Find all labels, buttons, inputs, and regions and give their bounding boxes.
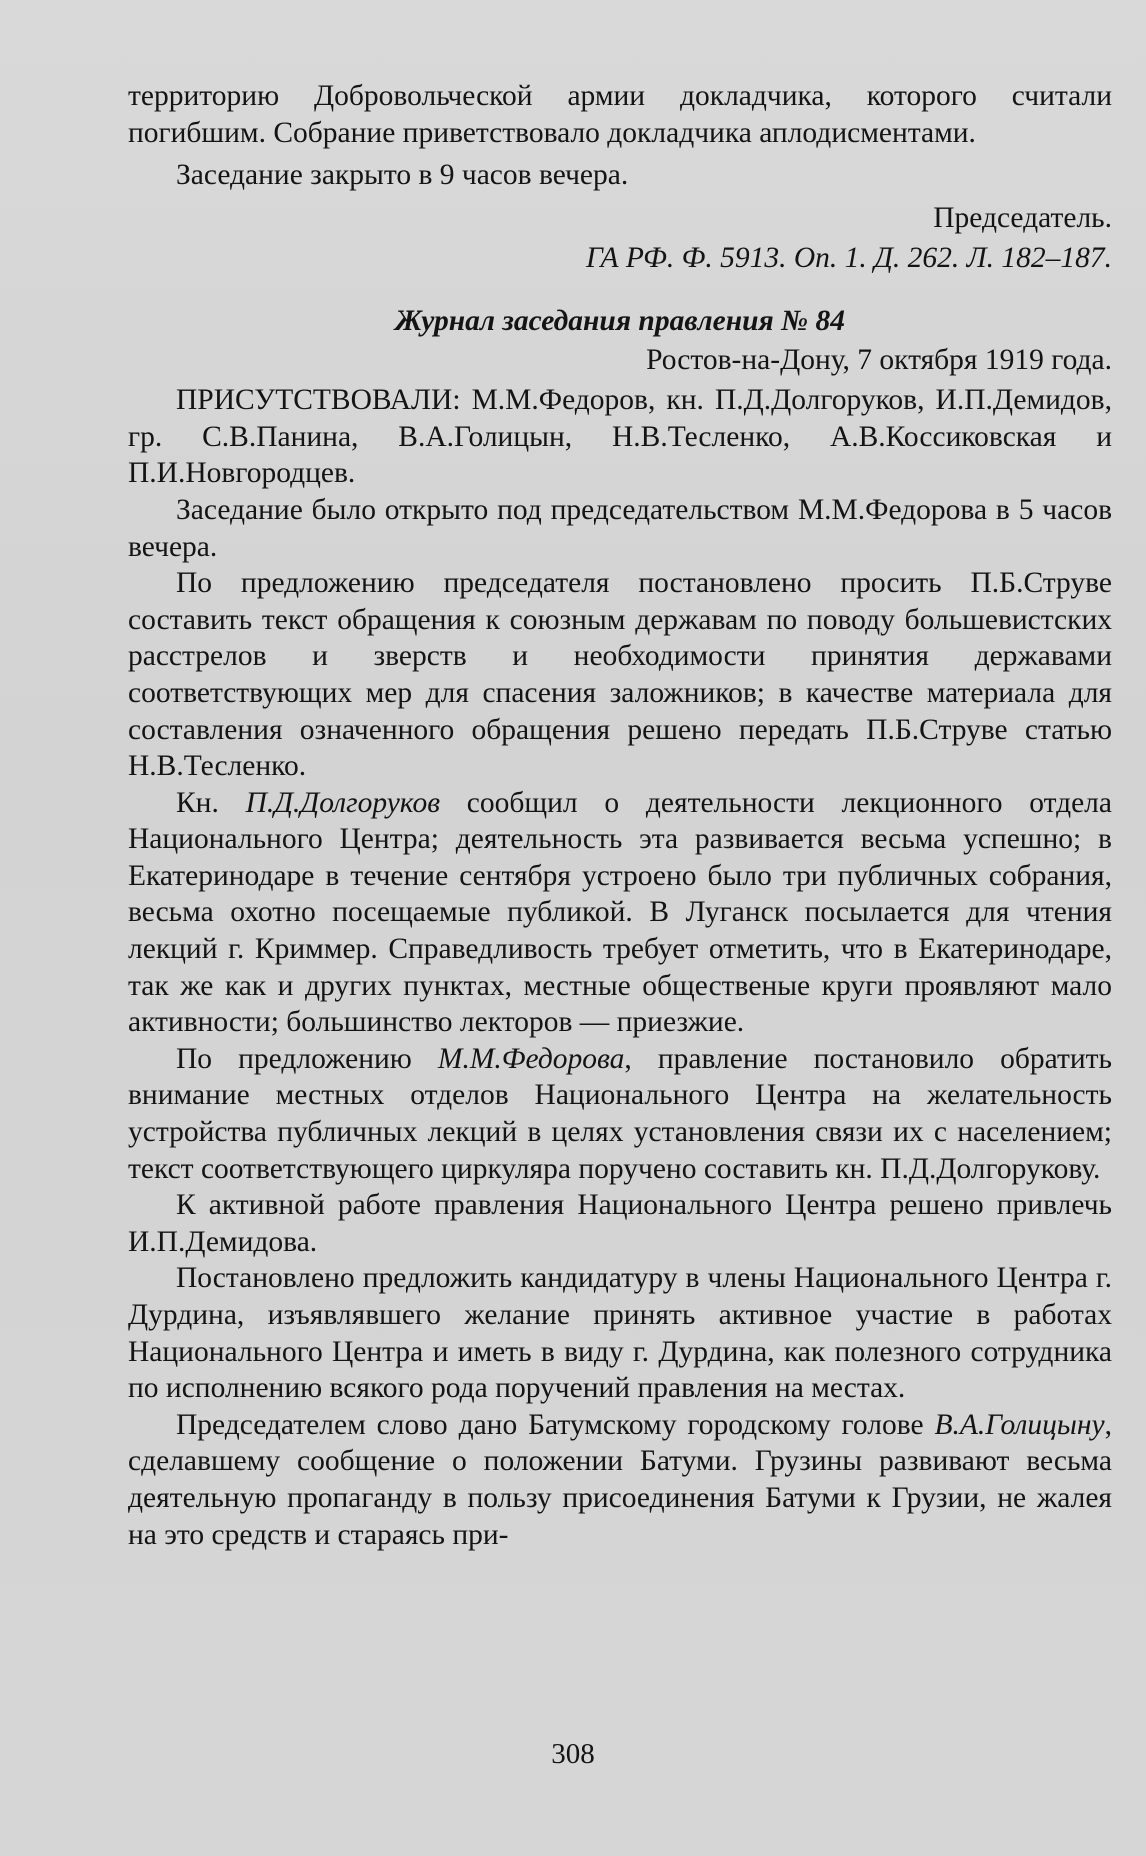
signature: Председатель. — [933, 201, 1112, 234]
paragraph-demidov: К активной работе правления Национального Центра решено привлечь И.П.Демидова. — [128, 1189, 1112, 1258]
text-segment: По предложению — [176, 1042, 438, 1075]
paragraph-fedorov — [128, 1041, 1112, 1187]
person-name: М.М.Федорова — [437, 1042, 625, 1075]
paragraph-dolgorukov — [128, 785, 1112, 1041]
paragraph-batumi — [128, 1407, 1112, 1553]
person-name: П.Д.Долгоруков — [245, 786, 441, 819]
text-segment: сообщил о деятельности лекционного отдела Национального Центра; деятельность эта развивается весьма успешно; в Екатеринодаре в течение сентября устроено было три публичных собрания, весьма охотно посещаемые публикой. В Луганск посылается для чтения лекций г. Криммер. Справедливость требует отметить, что в Екатеринодаре, так же как и других пунктах, местные общественые круги проявляют мало активности; большинство лекторов — приезжие. — [128, 786, 1112, 1039]
text-segment: , сделавшему сообщение о положении Батуми. Грузины развивают весьма деятельную пропаганду в пользу присоединения Батуми к Грузии, не жалея на это средств и стараясь при- — [128, 1408, 1112, 1551]
page-number: 308 — [551, 1738, 595, 1770]
dateline: Ростов-на-Дону, 7 октября 1919 года. — [646, 343, 1112, 376]
text-segment: Председателем слово дано Батумскому городскому голове — [176, 1408, 935, 1441]
text-segment: , правление постановило обратить внимание местных отделов Национального Центра на желательность устройства публичных лекций в целях установления связи их с населением; текст соответствующего циркуляра поручено составить кн. П.Д.Долгорукову. — [128, 1042, 1112, 1185]
paragraph-attendees: ПРИСУТСТВОВАЛИ: М.М.Федоров, кн. П.Д.Долгоруков, И.П.Демидов, гр. С.В.Панина, В.А.Голицын, Н.В.Тесленко, А.В.Коссиковская и П.И.Новгородцев. — [128, 384, 1112, 490]
archive-reference: ГА РФ. Ф. 5913. Оп. 1. Д. 262. Л. 182–187. — [585, 242, 1112, 275]
paragraph-struve: По предложению председателя постановлено просить П.Б.Струве составить текст обращения к союзным державам по поводу большевистских расстрелов и зверств и необходимости принятия державами соответствующих мер для спасения заложников; в качестве материала для составления означенного обращения решено передать П.Б.Струве статью Н.В.Тесленко. — [128, 567, 1112, 783]
paragraph-opening: Заседание было открыто под председательством М.М.Федорова в 5 часов вечера. — [128, 493, 1112, 563]
paragraph-closing: Заседание закрыто в 9 часов вечера. — [176, 159, 629, 192]
text-segment: Кн. — [176, 786, 246, 819]
paragraph-durdin: Постановлено предложить кандидатуру в члены Национального Центра г. Дурдина, изъявлявшего желание принять активное участие в работах Национального Центра и иметь в виду г. Дурдина, как полезного сотрудника по исполнению всякого рода поручений правления на местах. — [128, 1262, 1112, 1405]
paragraph-continuation: территорию Добровольческой армии докладчика, которого считали погибшим. Собрание приветствовало докладчика аплодисментами. — [128, 80, 1112, 149]
section-heading: Журнал заседания правления № 84 — [395, 304, 845, 337]
person-name: В.А.Голицыну — [934, 1408, 1105, 1441]
page-text — [128, 78, 1112, 1553]
